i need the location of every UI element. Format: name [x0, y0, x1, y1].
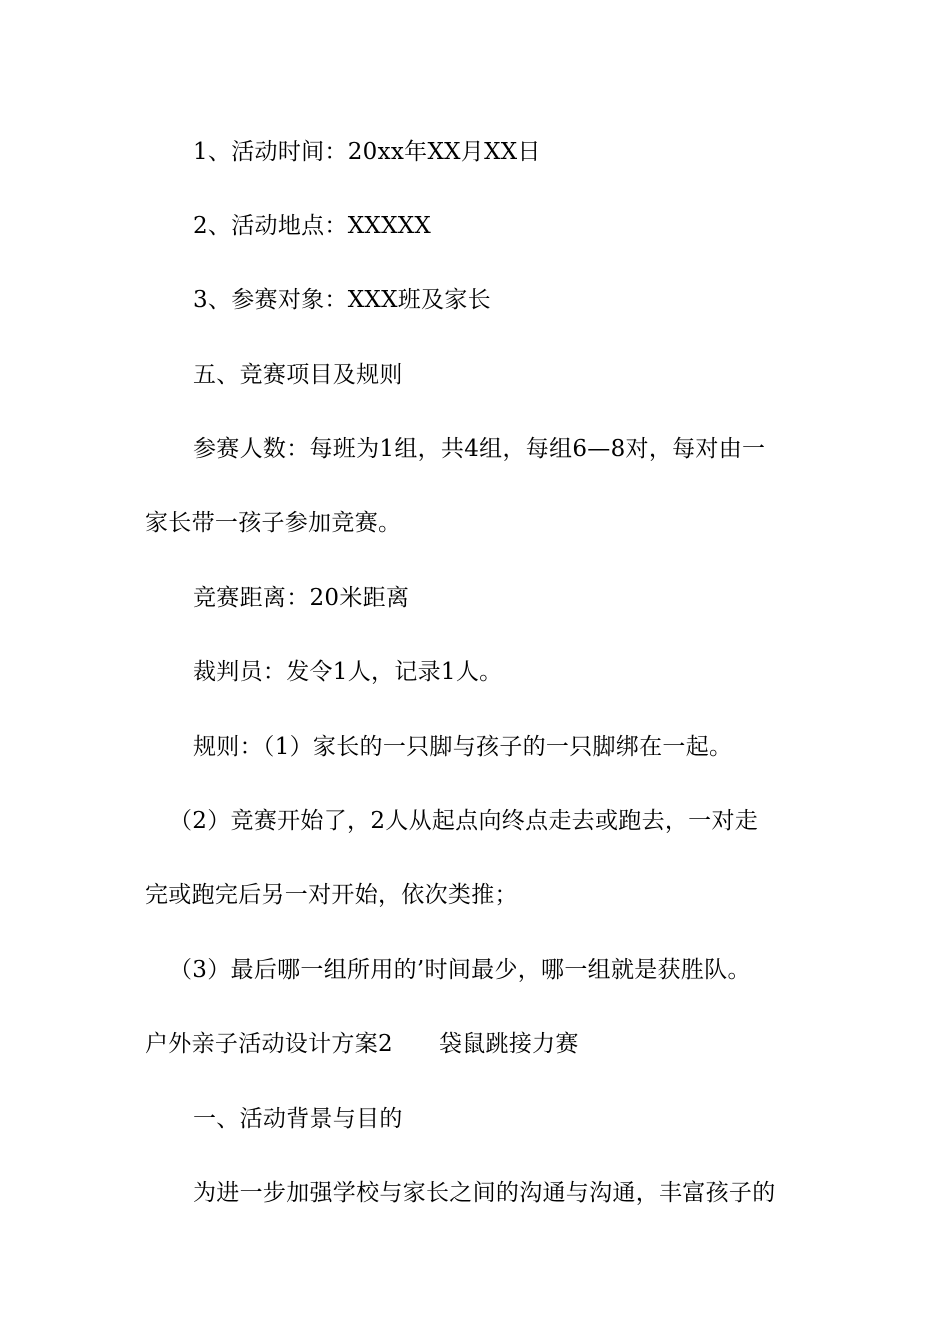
participant-count-continuation: 家长带一孩子参加竞赛。 [145, 510, 402, 536]
plan-two-title-event: 袋鼠跳接力赛 [438, 1031, 579, 1057]
section-heading-one: 一、活动背景与目的 [193, 1106, 403, 1132]
plan-two-title [145, 1029, 810, 1059]
rule-two-line: （2）竞赛开始了，2人从起点向终点走去或跑去，一对走 [169, 808, 759, 834]
activity-location-line: 2、活动地点：XXXXX [193, 213, 432, 239]
section-heading-five: 五、竞赛项目及规则 [193, 362, 403, 388]
race-distance-line: 竞赛距离：20米距离 [193, 585, 410, 611]
activity-time-line: 1、活动时间：20xx年XX月XX日 [193, 139, 541, 165]
participants-line: 3、参赛对象：XXX班及家长 [193, 287, 491, 313]
participant-count-line: 参赛人数：每班为1组，共4组，每组6—8对，每对由一 [193, 436, 766, 462]
background-paragraph-line: 为进一步加强学校与家长之间的沟通与沟通，丰富孩子的 [193, 1180, 776, 1206]
rule-two-continuation: 完或跑完后另一对开始，依次类推； [145, 882, 518, 908]
rule-one-line: 规则：（1）家长的一只脚与孩子的一只脚绑在一起。 [193, 734, 733, 760]
referee-line: 裁判员：发令1人，记录1人。 [193, 659, 503, 685]
plan-two-title-main: 户外亲子活动设计方案2 [145, 1031, 393, 1057]
rule-three-line: （3）最后哪一组所用的’时间最少，哪一组就是获胜队。 [169, 957, 751, 983]
